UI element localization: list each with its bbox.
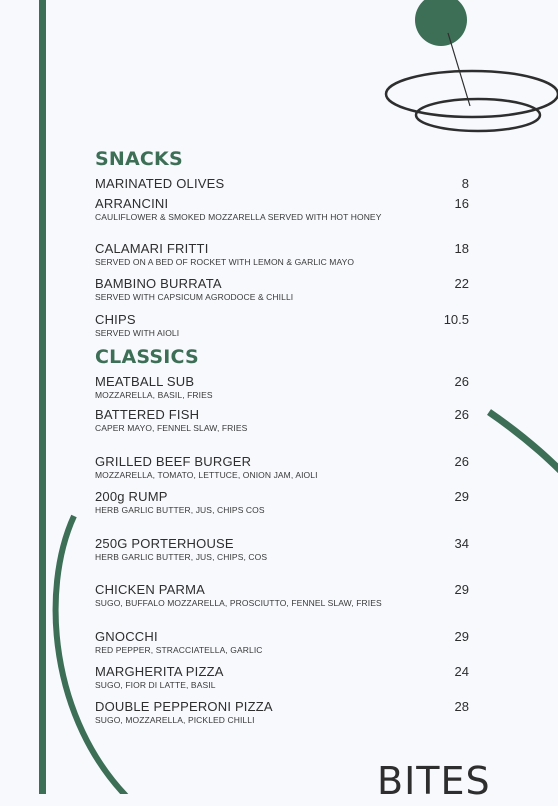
menu-item — [95, 407, 469, 433]
item-price: 29 — [454, 582, 469, 597]
cocktail-pick-icon — [448, 33, 470, 106]
item-description: HERB GARLIC BUTTER, JUS, CHIPS COS — [95, 505, 265, 515]
menu-item — [95, 629, 469, 655]
item-description: SERVED WITH AIOLI — [95, 328, 180, 338]
item-description: MOZZARELLA, TOMATO, LETTUCE, ONION JAM, AIOLI — [95, 470, 318, 480]
olive-icon — [415, 0, 467, 46]
item-price: 22 — [454, 276, 469, 291]
menu-item — [95, 176, 469, 191]
item-price: 8 — [461, 176, 469, 191]
item-name: MEATBALL SUB — [95, 374, 195, 389]
menu-item — [95, 699, 469, 725]
item-price: 29 — [454, 489, 469, 504]
item-name: DOUBLE PEPPERONI PIZZA — [95, 699, 273, 714]
item-description: HERB GARLIC BUTTER, JUS, CHIPS, COS — [95, 552, 268, 562]
item-name: GNOCCHI — [95, 629, 158, 644]
item-description: SUGO, FIOR DI LATTE, BASIL — [95, 680, 216, 690]
item-name: MARINATED OLIVES — [95, 176, 225, 191]
item-price: 28 — [454, 699, 469, 714]
menu-item — [95, 454, 469, 480]
menu-item — [95, 582, 469, 608]
item-name: BATTERED FISH — [95, 407, 200, 422]
menu-item — [95, 374, 469, 400]
item-name: CHIPS — [95, 312, 136, 327]
item-price: 10.5 — [443, 312, 469, 327]
item-description: RED PEPPER, STRACCIATELLA, GARLIC — [95, 645, 263, 655]
glass-rim-icon — [386, 71, 558, 117]
item-price: 34 — [454, 536, 469, 551]
item-name: GRILLED BEEF BURGER — [95, 454, 252, 469]
left-vertical-bar — [39, 0, 46, 794]
menu-item — [95, 241, 469, 267]
item-description: SERVED WITH CAPSICUM AGRODOCE & CHILLI — [95, 292, 294, 302]
item-description: SUGO, MOZZARELLA, PICKLED CHILLI — [95, 715, 255, 725]
menu-item — [95, 312, 469, 338]
section-title-classics: CLASSICS — [95, 346, 199, 368]
item-price: 26 — [454, 454, 469, 469]
section-title-snacks: SNACKS — [95, 148, 183, 170]
bites-heading: BITES — [377, 759, 491, 803]
item-name: 250G PORTERHOUSE — [95, 536, 234, 551]
menu-item — [95, 489, 469, 515]
item-price: 16 — [454, 196, 469, 211]
item-name: CALAMARI FRITTI — [95, 241, 209, 256]
right-arc — [489, 412, 558, 480]
item-description: CAPER MAYO, FENNEL SLAW, FRIES — [95, 423, 248, 433]
item-description: SERVED ON A BED OF ROCKET WITH LEMON & GARLIC MAYO — [95, 257, 355, 267]
item-price: 26 — [454, 374, 469, 389]
menu-item — [95, 276, 469, 302]
item-name: ARRANCINI — [95, 196, 169, 211]
item-price: 26 — [454, 407, 469, 422]
item-name: MARGHERITA PIZZA — [95, 664, 224, 679]
item-price: 18 — [454, 241, 469, 256]
item-name: BAMBINO BURRATA — [95, 276, 222, 291]
menu-item — [95, 196, 469, 222]
item-price: 29 — [454, 629, 469, 644]
item-name: CHICKEN PARMA — [95, 582, 205, 597]
item-description: SUGO, BUFFALO MOZZARELLA, PROSCIUTTO, FENNEL SLAW, FRIES — [95, 598, 382, 608]
item-name: 200g RUMP — [95, 489, 168, 504]
menu-item — [95, 664, 469, 690]
menu-item — [95, 536, 469, 562]
item-description: CAULIFLOWER & SMOKED MOZZARELLA SERVED WITH HOT HONEY — [95, 212, 382, 222]
item-description: MOZZARELLA, BASIL, FRIES — [95, 390, 213, 400]
item-price: 24 — [454, 664, 469, 679]
